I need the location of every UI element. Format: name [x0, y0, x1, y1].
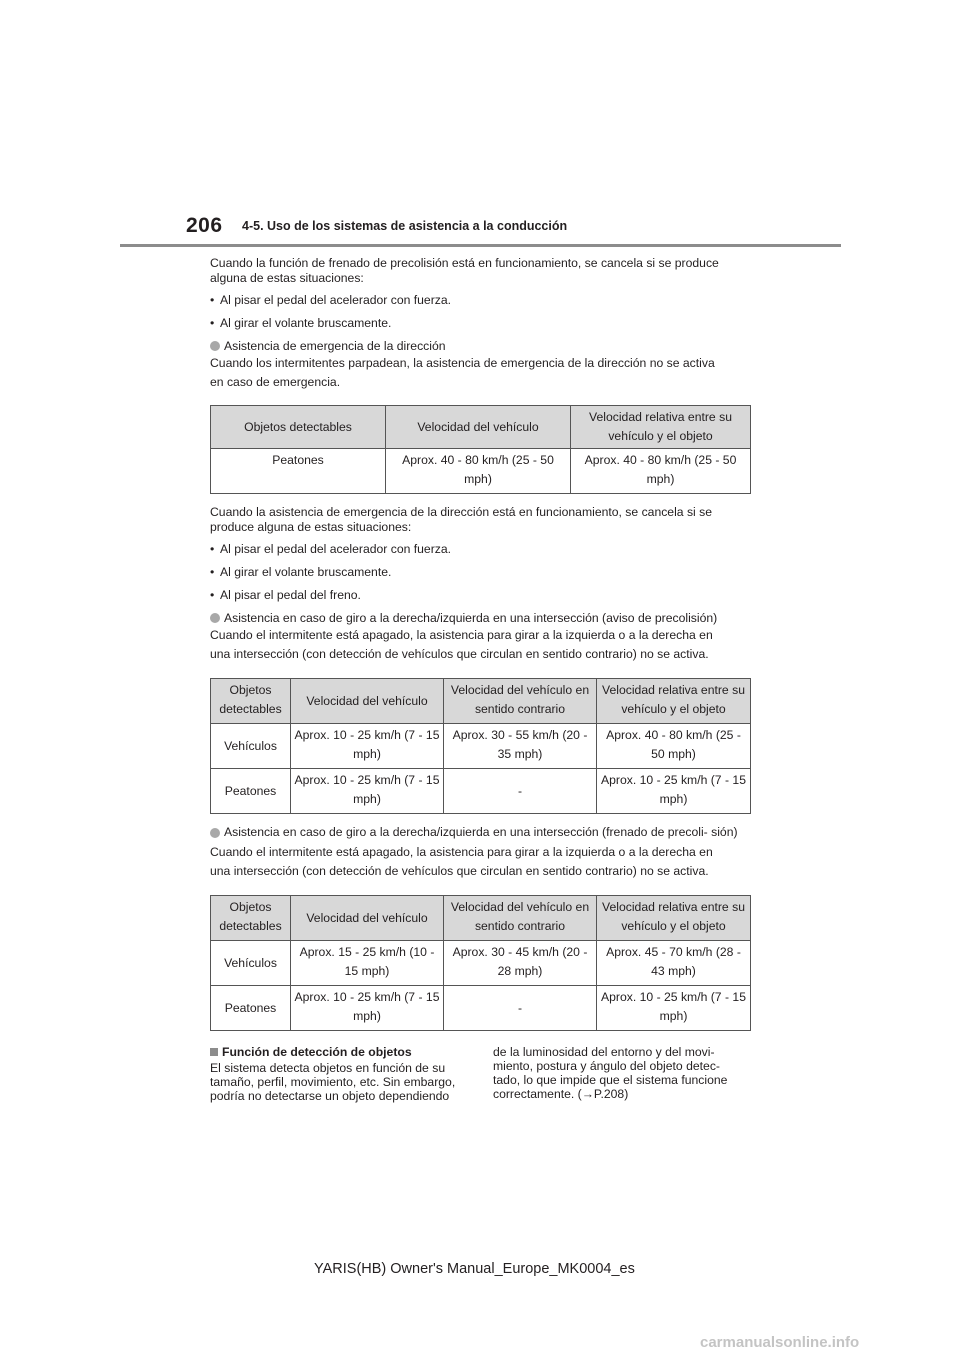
list-item: • Al girar el volante bruscamente.	[210, 565, 392, 579]
object-detection-text-continued: de la luminosidad del entorno y del movi- miento, postura y ángulo del objeto detec- tado, lo que impide que el sistema funcione correctamente. (	[493, 1045, 728, 1101]
header-divider	[120, 244, 841, 247]
list-item: • Al pisar el pedal del acelerador con fuerza.	[210, 293, 452, 307]
section-title: 4-5. Uso de los sistemas de asistencia a la conducción	[242, 219, 568, 233]
circle-bullet-icon	[210, 341, 220, 351]
table-header: Velocidad relativa entre su vehículo y el objeto	[597, 679, 751, 724]
object-detection-section	[210, 1045, 750, 1103]
table-cell: Peatones	[211, 769, 291, 814]
table-cell: -	[444, 769, 597, 814]
circle-bullet-icon	[210, 613, 220, 623]
table-header: Objetos detectables	[211, 896, 291, 941]
page-content	[210, 256, 750, 1103]
turn-warning-table	[210, 678, 751, 814]
table-header: Velocidad del vehículo	[291, 679, 444, 724]
table-header: Objetos detectables	[211, 679, 291, 724]
steering-assist-description: Cuando los intermitentes parpadean, la asistencia de emergencia de la dirección no se activa en caso de emergencia.	[210, 356, 715, 389]
table-header: Objetos detectables	[211, 406, 386, 449]
table-cell: -	[444, 986, 597, 1031]
table-cell: Aprox. 40 - 80 km/h (25 - 50 mph)	[597, 724, 751, 769]
turn-warning-description: Cuando el intermitente está apagado, la asistencia para girar a la izquierda o a la derecha en una intersección (con detección de vehículos que circulan en sentido contrario) no se activa.	[210, 628, 713, 661]
table-cell: Aprox. 15 - 25 km/h (10 - 15 mph)	[291, 941, 444, 986]
watermark: carmanualsonline.info	[700, 1334, 860, 1351]
table-cell: Aprox. 45 - 70 km/h (28 - 43 mph)	[597, 941, 751, 986]
steering-assist-heading: Asistencia de emergencia de la dirección	[210, 339, 750, 354]
table-header: Velocidad del vehículo	[291, 896, 444, 941]
turn-braking-description: Cuando el intermitente está apagado, la asistencia para girar a la izquierda o a la derecha en una intersección (con detección de vehículos que circulan en sentido contrario) no se activa.	[210, 845, 713, 878]
page-reference-link[interactable]: P.208	[593, 1087, 625, 1101]
table-row	[211, 941, 751, 986]
table-header: Velocidad del vehículo en sentido contrario	[444, 679, 597, 724]
table-cell: Aprox. 30 - 55 km/h (20 - 35 mph)	[444, 724, 597, 769]
object-detection-right-column: de la luminosidad del entorno y del movi- miento, postura y ángulo del objeto detec- tado, lo que impide que el sistema funcione correctamente. (→P.208)	[493, 1045, 728, 1101]
table-cell: Aprox. 10 - 25 km/h (7 - 15 mph)	[291, 986, 444, 1031]
object-detection-heading: Función de detección de objetos	[210, 1045, 467, 1059]
steering-assist-cancel-intro: Cuando la asistencia de emergencia de la dirección está en funcionamiento, se cancela si se produce alguna de estas situaciones:	[210, 505, 713, 534]
table-cell: Aprox. 40 - 80 km/h (25 - 50 mph)	[571, 449, 751, 494]
table-cell: Aprox. 10 - 25 km/h (7 - 15 mph)	[291, 769, 444, 814]
table-header: Velocidad del vehículo	[386, 406, 571, 449]
table-cell: Vehículos	[211, 724, 291, 769]
arrow-icon: →	[581, 1087, 594, 1101]
table-row	[211, 724, 751, 769]
table-cell: Aprox. 10 - 25 km/h (7 - 15 mph)	[291, 724, 444, 769]
table-cell: Peatones	[211, 449, 386, 494]
turn-braking-table	[210, 895, 751, 1031]
table-row	[211, 769, 751, 814]
turn-warning-heading: Asistencia en caso de giro a la derecha/izquierda en una intersección (aviso de precolisión)	[210, 611, 750, 626]
list-item: • Al girar el volante bruscamente.	[210, 316, 392, 330]
turn-braking-heading: Asistencia en caso de giro a la derecha/izquierda en una intersección (frenado de precoli- sión)	[210, 825, 750, 840]
object-detection-left-column	[210, 1045, 467, 1103]
table-cell: Aprox. 10 - 25 km/h (7 - 15 mph)	[597, 986, 751, 1031]
table-cell: Peatones	[211, 986, 291, 1031]
table-row	[211, 986, 751, 1031]
manual-footer-title: YARIS(HB) Owner's Manual_Europe_MK0004_es	[314, 1261, 635, 1277]
table-header: Velocidad relativa entre su vehículo y el objeto	[571, 406, 751, 449]
table-header: Velocidad relativa entre su vehículo y el objeto	[597, 896, 751, 941]
table-cell: Aprox. 30 - 45 km/h (20 - 28 mph)	[444, 941, 597, 986]
table-cell: Aprox. 10 - 25 km/h (7 - 15 mph)	[597, 769, 751, 814]
square-bullet-icon	[210, 1048, 218, 1056]
object-detection-text: El sistema detecta objetos en función de su tamaño, perfil, movimiento, etc. Sin embargo, podría no detectarse un objeto dependiendo	[210, 1061, 456, 1103]
table-header: Velocidad del vehículo en sentido contrario	[444, 896, 597, 941]
list-item: • Al pisar el pedal del freno.	[210, 588, 361, 602]
table-row	[211, 449, 751, 494]
steering-assist-table	[210, 405, 751, 494]
table-cell: Vehículos	[211, 941, 291, 986]
table-cell: Aprox. 40 - 80 km/h (25 - 50 mph)	[386, 449, 571, 494]
precollision-cancel-intro: Cuando la función de frenado de precolisión está en funcionamiento, se cancela si se produce alguna de estas situaciones:	[210, 256, 719, 285]
circle-bullet-icon	[210, 828, 220, 838]
list-item: • Al pisar el pedal del acelerador con fuerza.	[210, 542, 452, 556]
page-number: 206	[186, 214, 223, 237]
